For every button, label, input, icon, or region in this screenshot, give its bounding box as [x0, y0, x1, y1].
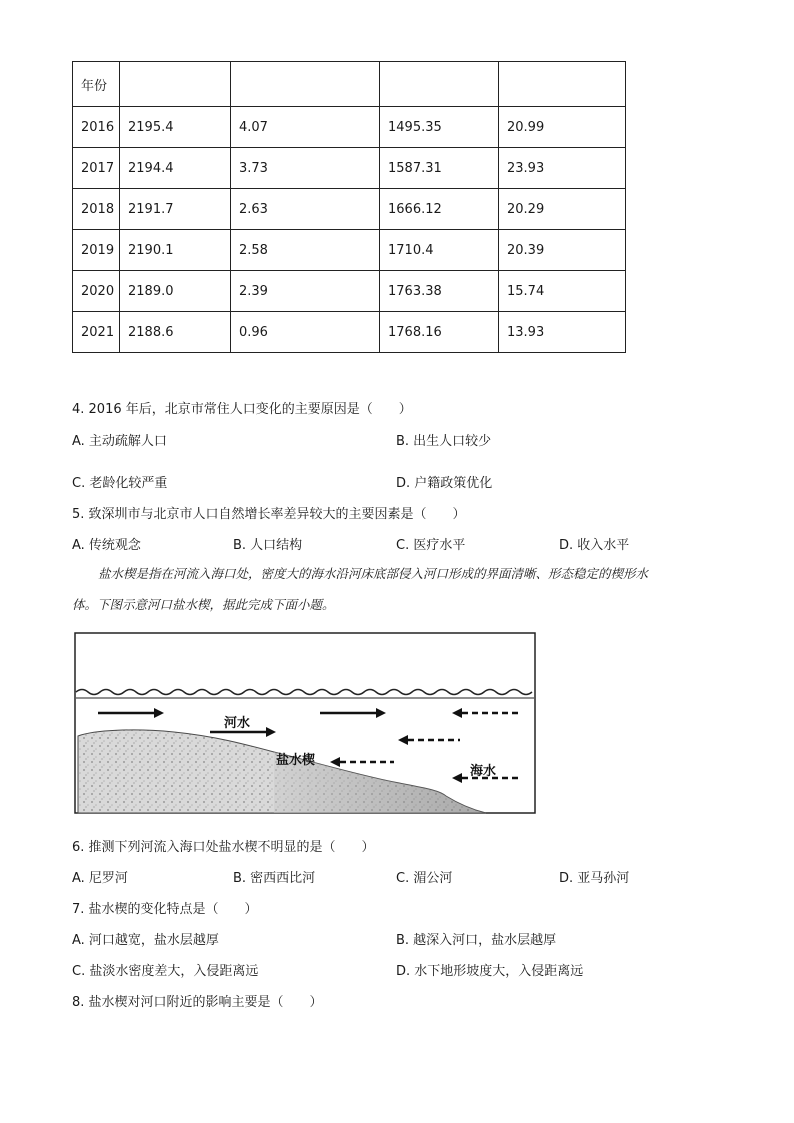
table-cell: 0.96 — [231, 312, 380, 353]
question-8-stem: 8. 盐水楔对河口附近的影响主要是（ ） — [72, 995, 323, 1010]
salt-wedge-diagram — [74, 632, 540, 816]
table-row — [73, 230, 626, 271]
question-5-option-a[interactable]: A. 传统观念 — [72, 538, 141, 553]
river-water-label: 河水 — [224, 716, 251, 731]
table-cell: 4.07 — [231, 107, 380, 148]
table-cell: 20.29 — [499, 189, 626, 230]
question-7-option-d[interactable]: D. 水下地形坡度大，入侵距离远 — [396, 964, 584, 979]
passage-line-1: 盐水楔是指在河流入海口处，密度大的海水沿河床底部侵入河口形成的界面清晰、形态稳定的楔形水 — [98, 566, 649, 581]
table-row — [73, 312, 626, 353]
table-header-cell: 年份 — [73, 62, 120, 107]
table-cell: 1763.38 — [380, 271, 499, 312]
question-7-stem: 7. 盐水楔的变化特点是（ ） — [72, 902, 258, 917]
table-row — [73, 189, 626, 230]
table-cell: 2016 — [73, 107, 120, 148]
table-cell: 2.39 — [231, 271, 380, 312]
question-7-option-a[interactable]: A. 河口越宽，盐水层越厚 — [72, 933, 219, 948]
table-cell: 2.63 — [231, 189, 380, 230]
question-7-option-c[interactable]: C. 盐淡水密度差大，入侵距离远 — [72, 964, 259, 979]
population-data-table — [72, 61, 626, 353]
table-cell: 2188.6 — [120, 312, 231, 353]
question-5-option-b[interactable]: B. 人口结构 — [233, 538, 303, 553]
question-4-option-b[interactable]: B. 出生人口较少 — [396, 434, 492, 449]
question-6-option-d[interactable]: D. 亚马孙河 — [559, 871, 630, 886]
question-6-option-a[interactable]: A. 尼罗河 — [72, 871, 128, 886]
table-cell: 2.58 — [231, 230, 380, 271]
question-7-option-b[interactable]: B. 越深入河口，盐水层越厚 — [396, 933, 557, 948]
question-5-option-c[interactable]: C. 医疗水平 — [396, 538, 466, 553]
table-cell: 1666.12 — [380, 189, 499, 230]
table-cell: 2020 — [73, 271, 120, 312]
table-cell: 2018 — [73, 189, 120, 230]
question-6-option-c[interactable]: C. 湄公河 — [396, 871, 453, 886]
table-cell: 1710.4 — [380, 230, 499, 271]
table-cell: 1495.35 — [380, 107, 499, 148]
reading-passage — [72, 558, 752, 620]
question-4-option-a[interactable]: A. 主动疏解人口 — [72, 434, 167, 449]
question-5-option-d[interactable]: D. 收入水平 — [559, 538, 630, 553]
table-cell: 2189.0 — [120, 271, 231, 312]
table-row — [73, 148, 626, 189]
table-cell: 2019 — [73, 230, 120, 271]
question-6-option-b[interactable]: B. 密西西比河 — [233, 871, 316, 886]
salt-wedge-label: 盐水楔 — [276, 753, 316, 768]
table-header-cell — [380, 62, 499, 107]
table-cell: 20.99 — [499, 107, 626, 148]
table-cell: 13.93 — [499, 312, 626, 353]
passage-line-2: 体。下图示意河口盐水楔，据此完成下面小题。 — [72, 597, 335, 612]
table-cell: 1768.16 — [380, 312, 499, 353]
table-row — [73, 271, 626, 312]
table-cell: 2191.7 — [120, 189, 231, 230]
table-cell: 2194.4 — [120, 148, 231, 189]
question-4-option-d[interactable]: D. 户籍政策优化 — [396, 476, 493, 491]
table-cell: 2190.1 — [120, 230, 231, 271]
table-cell: 2017 — [73, 148, 120, 189]
table-cell: 20.39 — [499, 230, 626, 271]
table-header-cell — [231, 62, 380, 107]
question-4-option-c[interactable]: C. 老龄化较严重 — [72, 476, 168, 491]
table-header-row — [73, 62, 626, 107]
table-cell: 2195.4 — [120, 107, 231, 148]
table-row — [73, 107, 626, 148]
question-4-stem: 4. 2016 年后，北京市常住人口变化的主要原因是（ ） — [72, 402, 412, 417]
seawater-label: 海水 — [470, 764, 497, 779]
question-6-stem: 6. 推测下列河流入海口处盐水楔不明显的是（ ） — [72, 840, 375, 855]
table-cell: 15.74 — [499, 271, 626, 312]
table-header-cell — [120, 62, 231, 107]
table-cell: 3.73 — [231, 148, 380, 189]
table-cell: 2021 — [73, 312, 120, 353]
table-cell: 23.93 — [499, 148, 626, 189]
table-cell: 1587.31 — [380, 148, 499, 189]
question-5-stem: 5. 致深圳市与北京市人口自然增长率差异较大的主要因素是（ ） — [72, 507, 466, 522]
table-header-cell — [499, 62, 626, 107]
